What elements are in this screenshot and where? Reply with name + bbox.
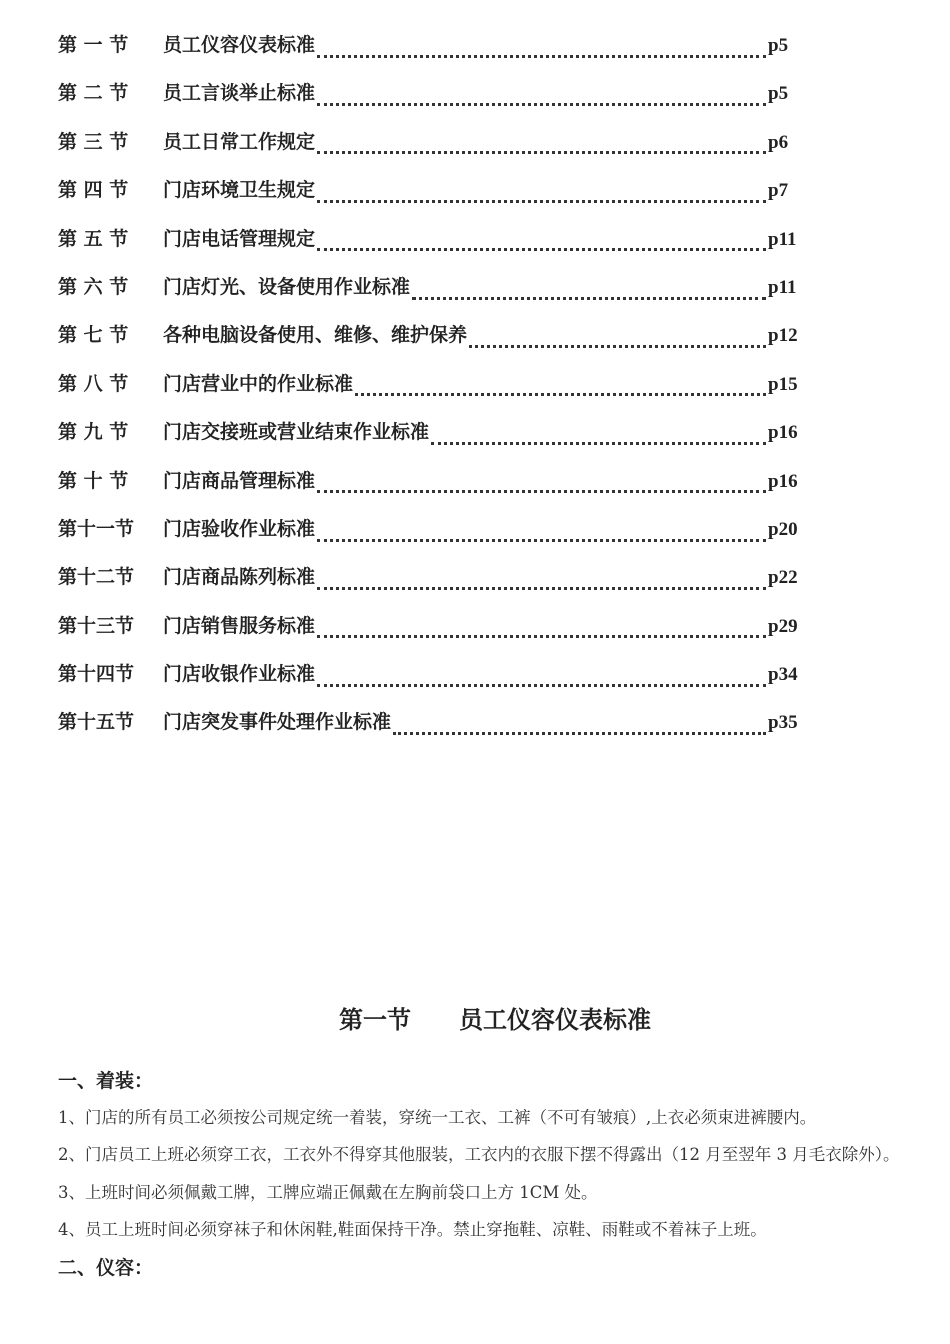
paragraph: 2、门店员工上班必须穿工衣，工衣外不得穿其他服装，工衣内的衣服下摆不得露出（12 月至翌年 3 月毛衣除外）。 <box>58 1145 900 1164</box>
toc-section-title: 门店验收作业标准 <box>163 517 316 540</box>
toc-section-title: 门店环境卫生规定 <box>163 179 316 202</box>
paragraph: 1、门店的所有员工必须按公司规定统一着装，穿统一工衣、工裤（不可有皱痕）,上衣必须束进裤腰内。 <box>58 1108 817 1127</box>
toc-dot-leader <box>412 297 766 300</box>
toc-section-number: 第十四节 <box>58 663 135 686</box>
toc-section-number: 第 六 节 <box>58 275 129 298</box>
toc-row[interactable] <box>58 78 798 126</box>
toc-section-title: 门店灯光、设备使用作业标准 <box>163 275 411 298</box>
toc-section-number: 第十二节 <box>58 566 135 589</box>
toc-dot-leader <box>469 345 766 348</box>
toc-page-number: p22 <box>768 567 798 589</box>
toc-section-title: 门店收银作业标准 <box>163 663 316 686</box>
toc-dot-leader <box>317 587 766 590</box>
toc-page-number: p5 <box>768 35 789 56</box>
paragraph: 4、员工上班时间必须穿袜子和休闲鞋,鞋面保持干净。禁止穿拖鞋、凉鞋、雨鞋或不着袜子上班。 <box>58 1220 767 1239</box>
toc-dot-leader <box>317 200 766 203</box>
toc-dot-leader <box>317 103 766 106</box>
toc-section-title: 门店电话管理规定 <box>163 227 316 250</box>
section-heading: 第一节 员工仪容仪表标准 <box>339 1005 651 1034</box>
toc-section-title: 门店营业中的作业标准 <box>163 372 354 395</box>
toc-row[interactable] <box>58 30 798 78</box>
toc-page-number: p34 <box>768 664 798 686</box>
toc-row[interactable] <box>58 659 798 707</box>
toc-row[interactable] <box>58 320 798 368</box>
toc-row[interactable] <box>58 224 798 272</box>
subsection-heading-attire: 一、着装： <box>58 1070 154 1092</box>
toc-row[interactable] <box>58 369 798 417</box>
toc-row[interactable] <box>58 562 798 610</box>
toc-page-number: p35 <box>768 712 798 734</box>
toc-dot-leader <box>393 732 766 735</box>
toc-dot-leader <box>317 248 766 251</box>
toc-section-title: 门店销售服务标准 <box>163 614 316 637</box>
toc-section-title: 门店交接班或营业结束作业标准 <box>163 421 430 444</box>
toc-row[interactable] <box>58 611 798 659</box>
toc-page-number: p20 <box>768 518 798 540</box>
toc-section-number: 第 九 节 <box>58 421 129 444</box>
toc-section-number: 第 七 节 <box>58 324 129 347</box>
toc-page-number: p15 <box>768 373 798 395</box>
toc-dot-leader <box>317 635 766 638</box>
toc-section-number: 第 十 节 <box>58 469 129 492</box>
subsection-heading-appearance: 二、仪容： <box>58 1257 154 1279</box>
toc-dot-leader <box>355 393 766 396</box>
toc-page-number: p7 <box>768 180 789 202</box>
toc-page-number: p16 <box>768 470 798 492</box>
toc-row[interactable] <box>58 127 798 175</box>
toc-section-number: 第十一节 <box>58 517 135 540</box>
toc-section-number: 第 二 节 <box>58 82 129 105</box>
toc-page-number: p29 <box>768 615 798 637</box>
toc-section-title: 员工仪容仪表标准 <box>163 34 316 56</box>
toc-section-title: 门店商品陈列标准 <box>163 566 316 589</box>
toc-section-number: 第十五节 <box>58 711 135 734</box>
toc-row[interactable] <box>58 514 798 562</box>
toc-page-number: p5 <box>768 83 789 105</box>
toc-page-number: p11 <box>768 276 797 298</box>
toc-row[interactable] <box>58 272 798 320</box>
toc-section-number: 第 一 节 <box>58 34 129 56</box>
toc-row[interactable] <box>58 175 798 223</box>
toc-row[interactable] <box>58 466 798 514</box>
toc-dot-leader <box>317 539 766 542</box>
toc-section-number: 第 三 节 <box>58 130 129 153</box>
toc-page-number: p16 <box>768 422 798 444</box>
toc-section-number: 第 八 节 <box>58 372 129 395</box>
table-of-contents <box>58 30 798 756</box>
paragraph: 3、上班时间必须佩戴工牌，工牌应端正佩戴在左胸前袋口上方 1CM 处。 <box>58 1183 598 1202</box>
toc-dot-leader <box>431 442 766 445</box>
toc-dot-leader <box>317 151 766 154</box>
toc-dot-leader <box>317 55 766 58</box>
toc-page-number: p11 <box>768 228 797 250</box>
toc-section-title: 各种电脑设备使用、维修、维护保养 <box>163 324 468 347</box>
toc-row[interactable] <box>58 417 798 465</box>
toc-dot-leader <box>317 684 766 687</box>
toc-page-number: p6 <box>768 131 789 153</box>
toc-section-title: 门店商品管理标准 <box>163 469 316 492</box>
toc-section-title: 门店突发事件处理作业标准 <box>163 711 392 734</box>
toc-section-number: 第 四 节 <box>58 179 129 202</box>
toc-section-number: 第十三节 <box>58 614 135 637</box>
toc-section-title: 员工言谈举止标准 <box>163 82 316 105</box>
toc-page-number: p12 <box>768 325 798 347</box>
toc-row[interactable] <box>58 707 798 755</box>
toc-section-number: 第 五 节 <box>58 227 129 250</box>
toc-dot-leader <box>317 490 766 493</box>
toc-section-title: 员工日常工作规定 <box>163 130 316 153</box>
